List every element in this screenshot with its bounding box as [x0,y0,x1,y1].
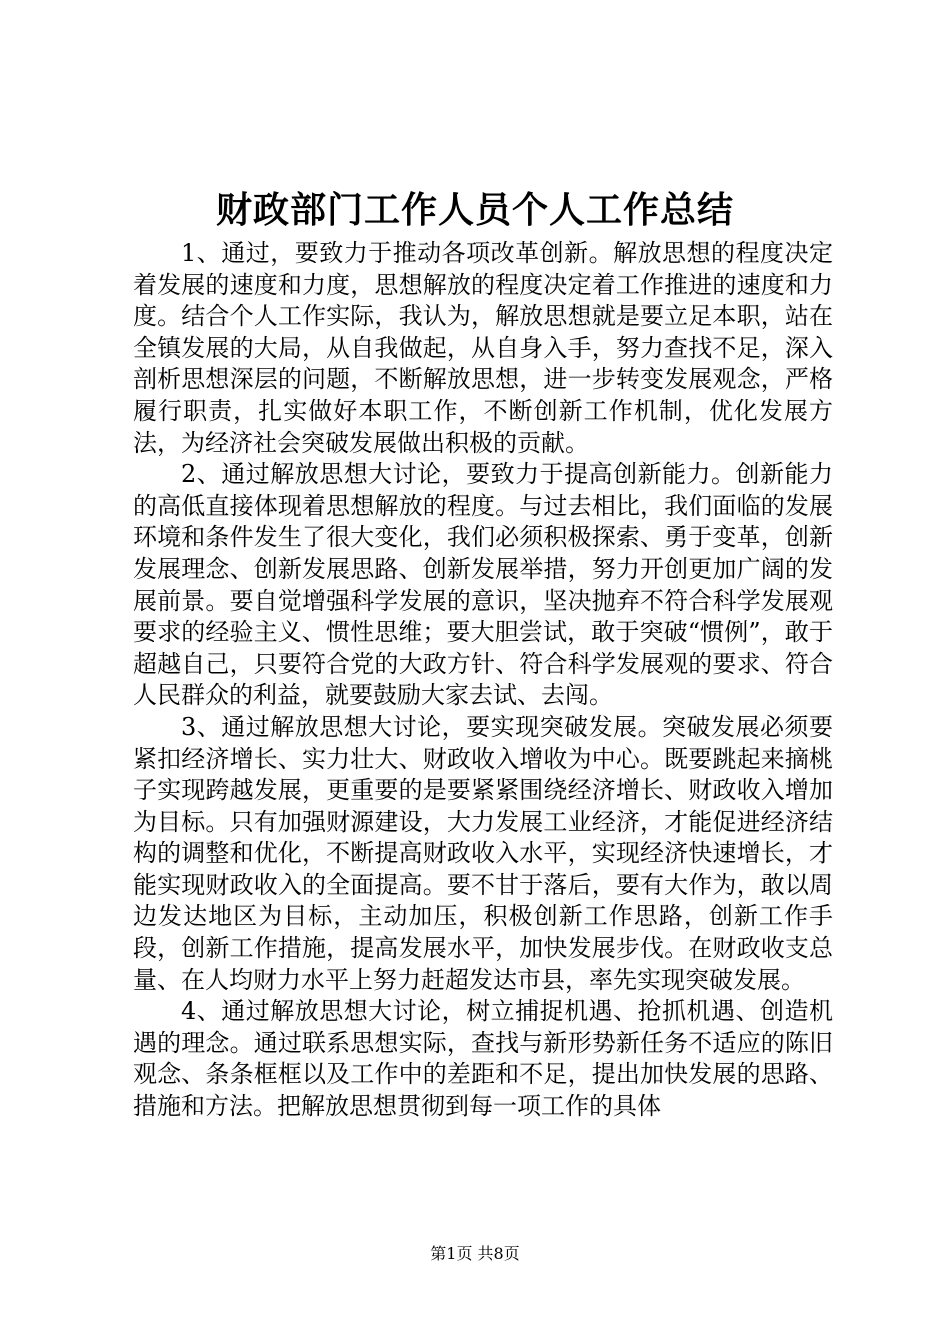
paragraph-3: 3、通过解放思想大讨论，要实现突破发展。突破发展必须要紧扣经济增长、实力壮大、财政收入增收为中心。既要跳起来摘桃子实现跨越发展，更重要的是要紧紧围绕经济增长、财政收入增加为目标。只有加强财源建设，大力发展工业经济，才能促进经济结构的调整和优化，不断提高财政收入水平，实现经济快速增长，才能实现财政收入的全面提高。要不甘于落后，要有大作为，敢以周边发达地区为目标，主动加压，积极创新工作思路，创新工作手段，创新工作措施，提高发展水平，加快发展步伐。在财政收支总量、在人均财力水平上努力赶超发达市县，率先实现突破发展。 [133,712,833,994]
paragraph-1: 1、通过，要致力于推动各项改革创新。解放思想的程度决定着发展的速度和力度，思想解放的程度决定着工作推进的速度和力度。结合个人工作实际，我认为，解放思想就是要立足本职，站在全镇发展的大局，从自我做起，从自身入手，努力查找不足，深入剖析思想深层的问题，不断解放思想，进一步转变发展观念，严格履行职责，扎实做好本职工作，不断创新工作机制，优化发展方法，为经济社会突破发展做出积极的贡献。 [133,239,833,457]
document-body [133,238,833,1123]
paragraph-4: 4、通过解放思想大讨论，树立捕捉机遇、抢抓机遇、创造机遇的理念。通过联系思想实际，查找与新形势新任务不适应的陈旧观念、条条框框以及工作中的差距和不足，提出加快发展的思路、措施和方法。把解放思想贯彻到每一项工作的具体 [133,997,833,1121]
document-title: 财政部门工作人员个人工作总结 [215,189,734,231]
page-number: 第1页 共8页 [430,1244,520,1263]
page-footer [0,1244,950,1264]
paragraph-2: 2、通过解放思想大讨论，要致力于提高创新能力。创新能力的高低直接体现着思想解放的程度。与过去相比，我们面临的发展环境和条件发生了很大变化，我们必须积极探索、勇于变革，创新发展理念、创新发展思路、创新发展举措，努力开创更加广阔的发展前景。要自觉增强科学发展的意识，坚决抛弃不符合科学发展观要求的经验主义、惯性思维；要大胆尝试，敢于突破“惯例”，敢于超越自己，只要符合党的大政方针、符合科学发展观的要求、符合人民群众的利益，就要鼓励大家去试、去闯。 [133,460,833,710]
